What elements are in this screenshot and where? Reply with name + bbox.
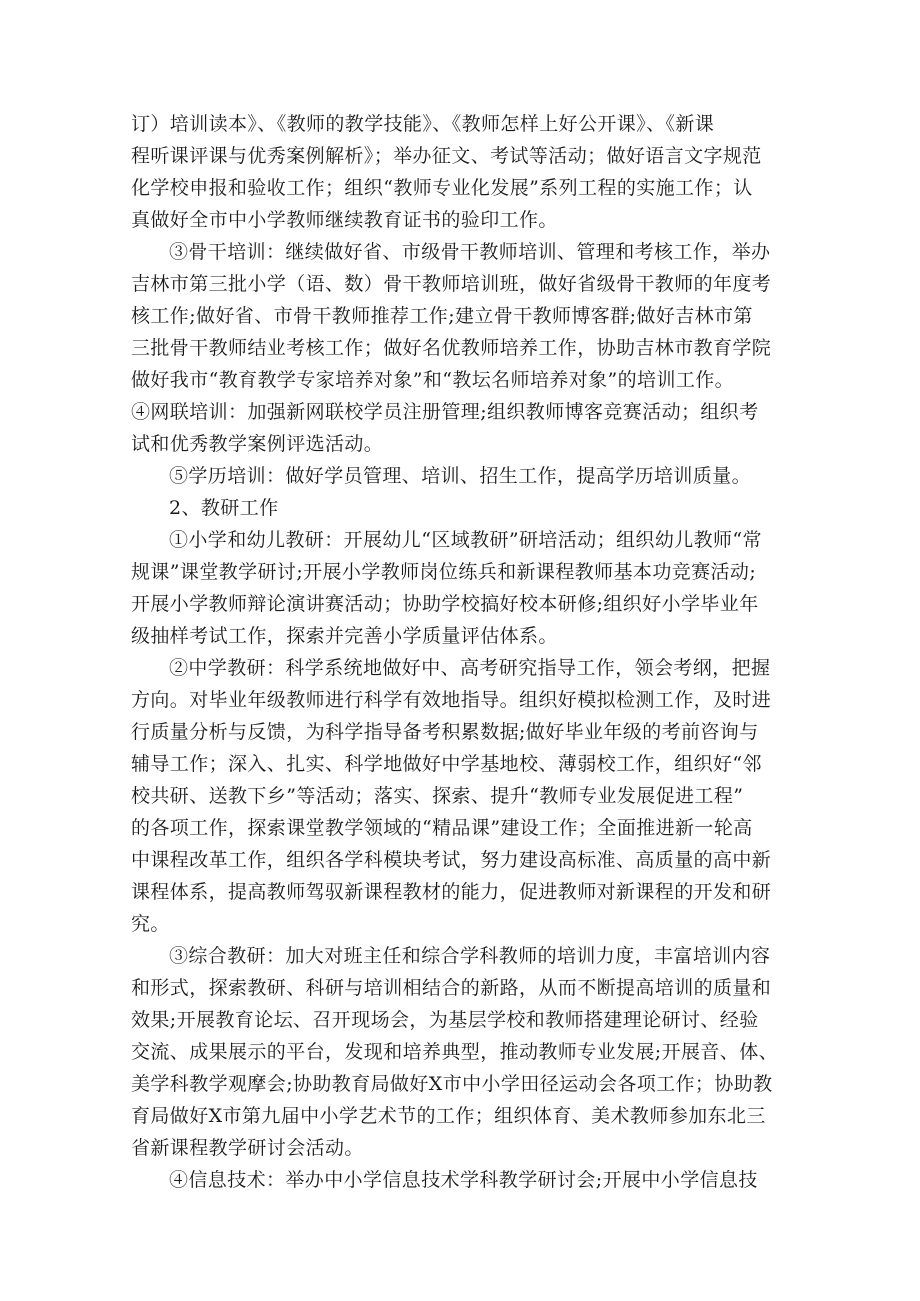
text-line: 做好我市“教育教学专家培养对象”和“教坛名师培养对象”的培训工作。 [131, 369, 735, 391]
text-line: ④网联培训：加强新网联校学员注册管理;组织教师博客竞赛活动；组织考 [131, 401, 759, 423]
text-line: 和形式，探索教研、科研与培训相结合的新路，从而不断提高培训的质量和 [131, 977, 772, 999]
text-line: ③综合教研：加大对班主任和综合学科教师的培训力度，丰富培训内容 [169, 945, 771, 967]
text-line: ④信息技术：举办中小学信息技术学科教学研讨会;开展中小学信息技 [169, 1169, 758, 1191]
text-line: 的各项工作，探索课堂教学领域的“精品课”建设工作；全面推进新一轮高 [131, 817, 753, 839]
text-line: 效果;开展教育论坛、召开现场会，为基层学校和教师搭建理论研讨、经验 [131, 1009, 759, 1031]
text-line: 美学科教学观摩会;协助教育局做好X市中小学田径运动会各项工作；协助教 [131, 1073, 773, 1095]
text-line: 辅导工作；深入、扎实、科学地做好中学基地校、薄弱校工作，组织好“邻 [131, 753, 762, 775]
text-line: ①小学和幼儿教研：开展幼儿“区域教研”研培活动；组织幼儿教师“常 [169, 529, 762, 551]
text-line: 方向。对毕业年级教师进行科学有效地指导。组织好模拟检测工作，及时进 [131, 689, 772, 711]
text-line: 课程体系，提高教师驾驭新课程教材的能力，促进教师对新课程的开发和研 [131, 881, 772, 903]
text-line: 究。 [131, 913, 170, 935]
text-line: 订）培训读本》、《教师的教学技能》、《教师怎样上好公开课》、《新课 [131, 113, 715, 135]
document-page [131, 108, 791, 1196]
text-line: ③骨干培训：继续做好省、市级骨干教师培训、管理和考核工作，举办 [169, 241, 771, 263]
text-line: 试和优秀教学案例评选活动。 [131, 433, 384, 455]
text-line: 育局做好X市第九届中小学艺术节的工作；组织体育、美术教师参加东北三 [131, 1105, 766, 1127]
text-line: ⑤学历培训：做好学员管理、培训、招生工作，提高学历培训质量。 [169, 465, 752, 487]
text-line: 吉林市第三批小学（语、数）骨干教师培训班，做好省级骨干教师的年度考 [131, 273, 772, 295]
text-line: ②中学教研：科学系统地做好中、高考研究指导工作，领会考纲，把握 [169, 657, 771, 679]
text-line: 行质量分析与反馈，为科学指导备考积累数据;做好毕业年级的考前咨询与 [131, 721, 759, 743]
text-line: 规课”课堂教学研讨;开展小学教师岗位练兵和新课程教师基本功竞赛活动; [131, 561, 757, 583]
text-line: 交流、成果展示的平台，发现和培养典型，推动教师专业发展;开展音、体、 [131, 1041, 779, 1063]
text-line: 2、教研工作 [169, 497, 279, 519]
text-line: 程听课评课与优秀案例解析》；举办征文、考试等活动；做好语言文字规范 [131, 145, 762, 167]
text-line: 核工作;做好省、市骨干教师推荐工作;建立骨干教师博客群;做好吉林市第 [131, 305, 753, 327]
text-line: 三批骨干教师结业考核工作；做好名优教师培养工作，协助吉林市教育学院 [131, 337, 772, 359]
text-line: 省新课程教学研讨会活动。 [131, 1137, 364, 1159]
text-line: 级抽样考试工作，探索并完善小学质量评估体系。 [131, 625, 558, 647]
text-line: 中课程改革工作，组织各学科模块考试，努力建设高标准、高质量的高中新 [131, 849, 772, 871]
text-line: 真做好全市中小学教师继续教育证书的验印工作。 [131, 209, 558, 231]
text-line: 校共研、送教下乡”等活动；落实、探索、提升“教师专业发展促进工程” [131, 785, 744, 807]
text-line: 开展小学教师辩论演讲赛活动；协助学校搞好校本研修;组织好小学毕业年 [131, 593, 759, 615]
text-line: 化学校申报和验收工作；组织“教师专业化发展”系列工程的实施工作；认 [131, 177, 753, 199]
